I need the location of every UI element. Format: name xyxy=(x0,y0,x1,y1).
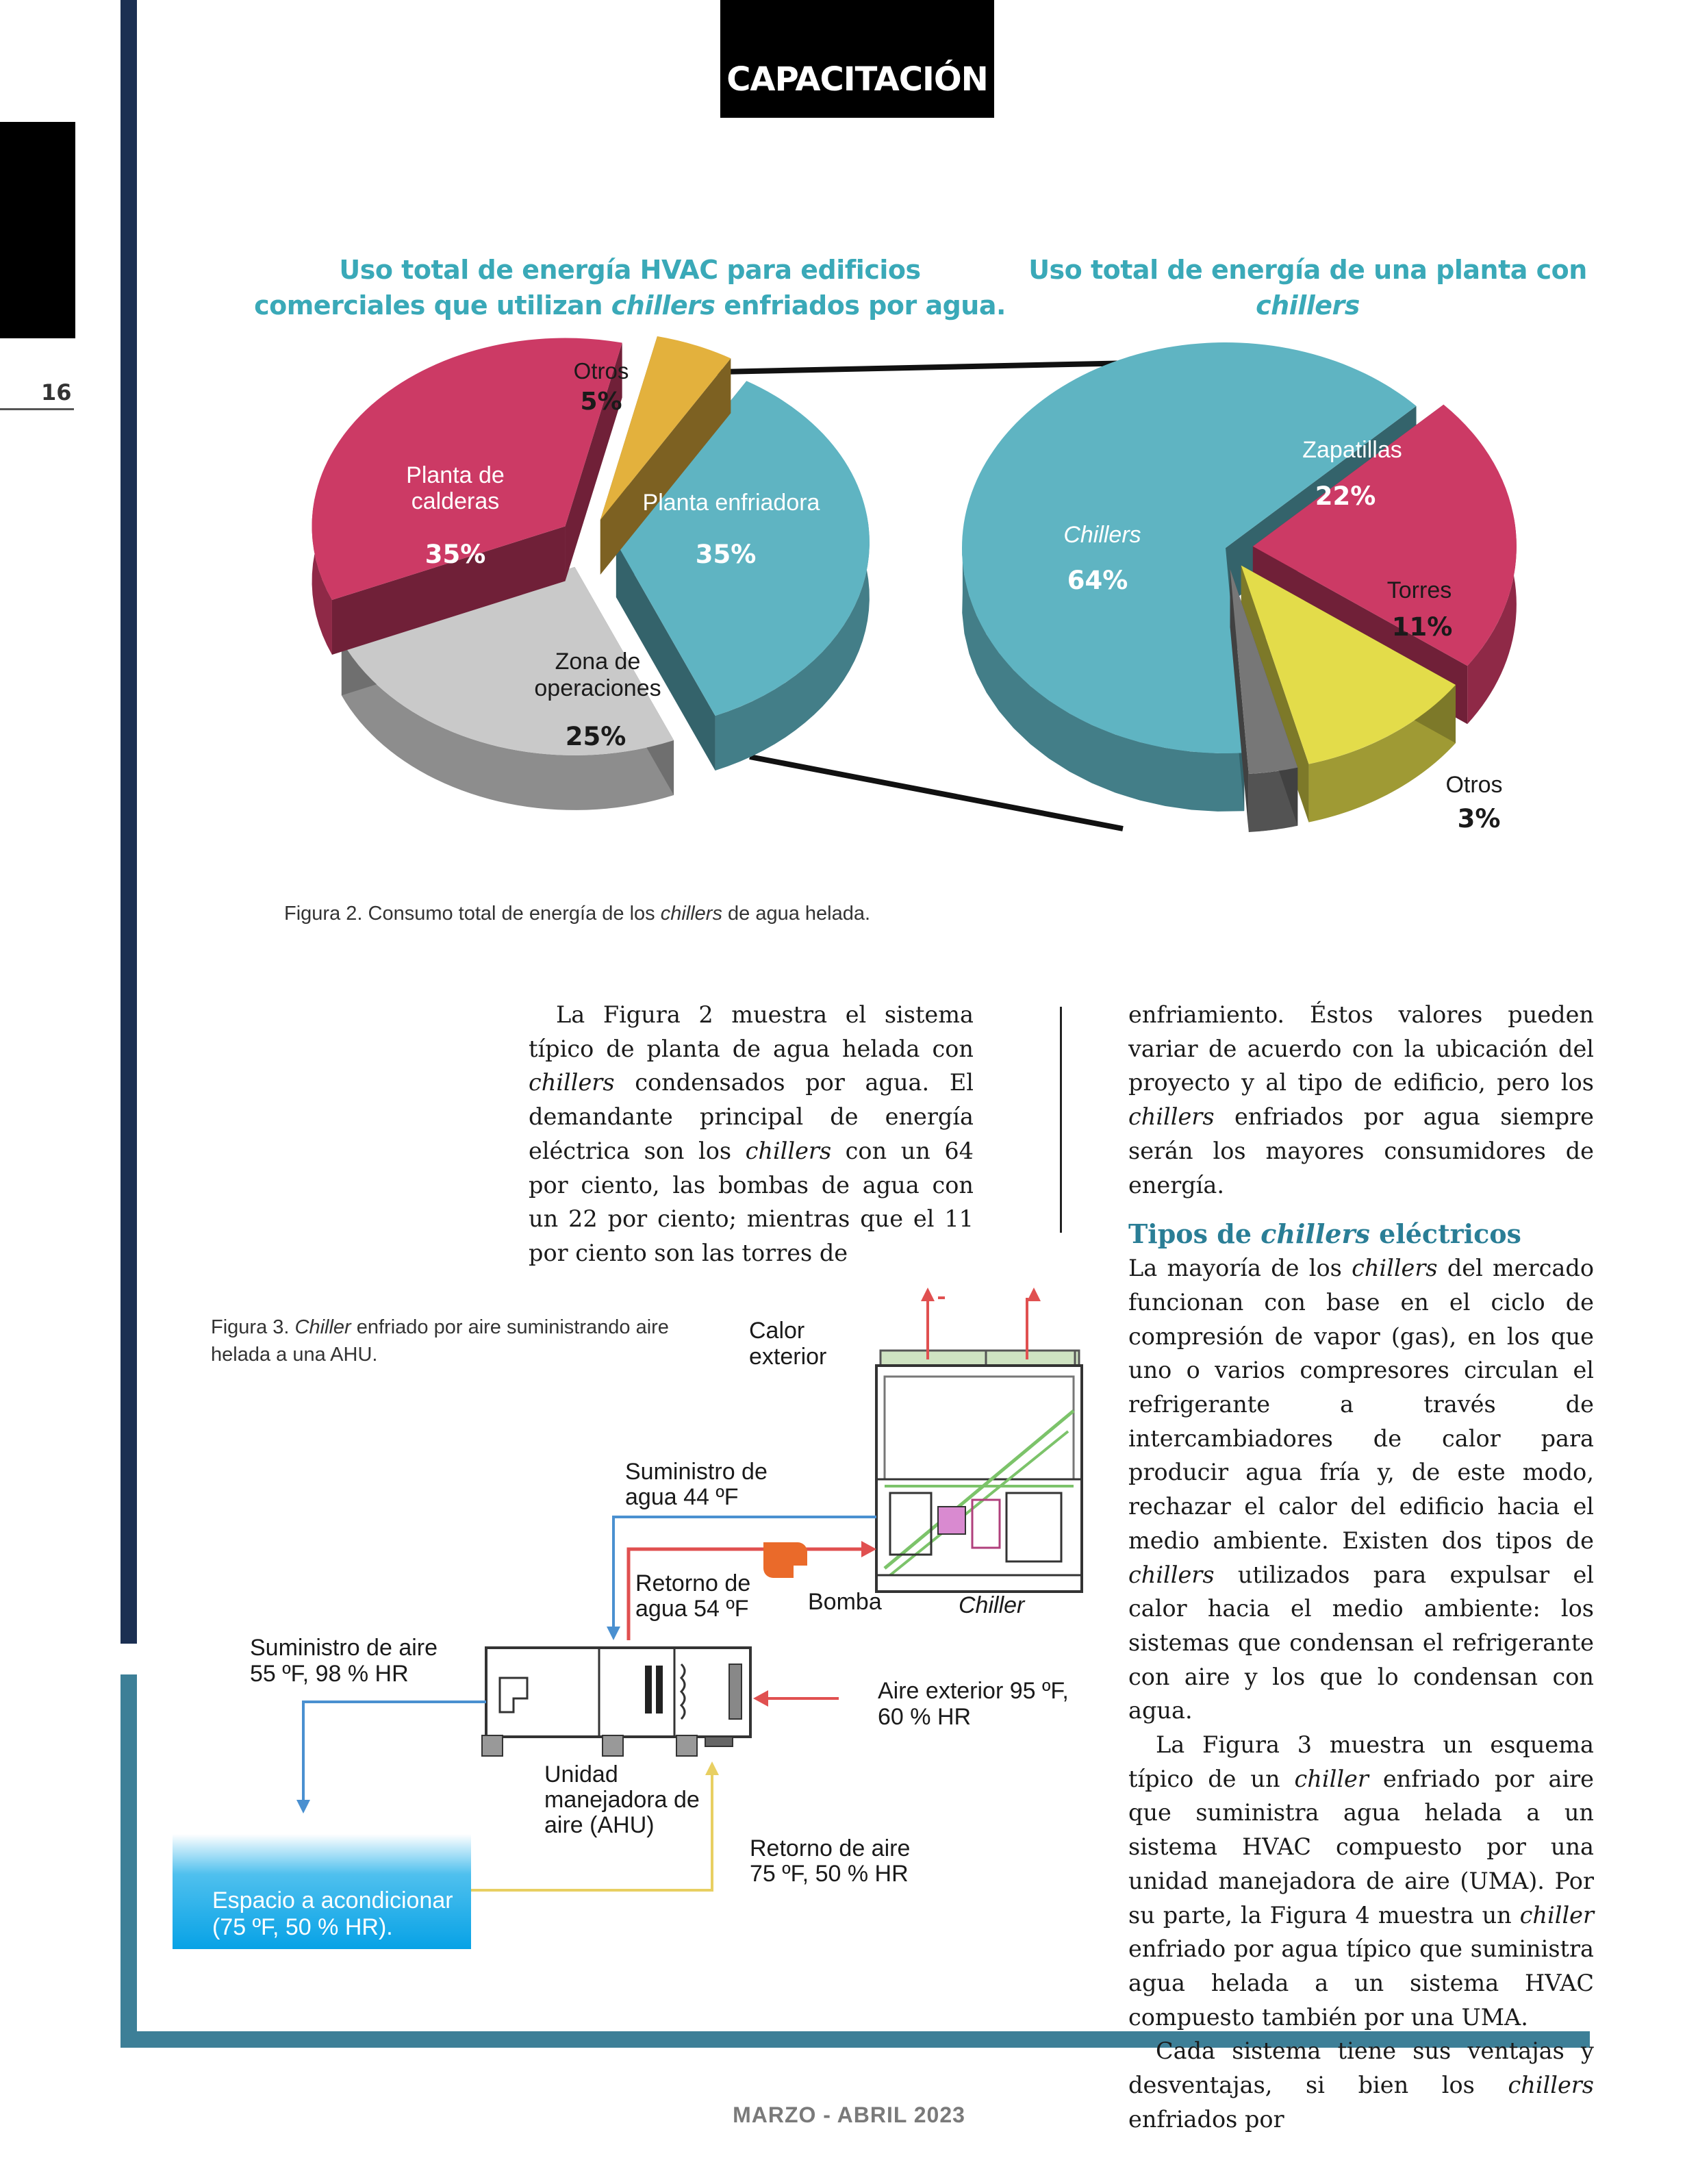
air-handling-unit xyxy=(482,1648,750,1756)
left-label-calderas-pct: 35% xyxy=(424,540,486,569)
paragraph-text: con un 64 por ciento, las bombas de agua con un 22 por ciento; mientras que el 11 por ciento son las torres de xyxy=(529,1137,974,1266)
left-title-emphasis: chillers xyxy=(611,290,715,321)
left-label-otros: Otros xyxy=(573,358,629,384)
figure3-caption-text-a: Figura 3. xyxy=(211,1316,295,1338)
outside-air-arrowhead xyxy=(753,1690,768,1707)
paragraph-emphasis: chillers xyxy=(1128,1103,1215,1131)
left-label-calderas-1: Planta de xyxy=(406,462,505,488)
paragraph-text: enfriado por aire que suministra agua helada a un sistema HVAC compuesto por una unidad manejadora de aire (UMA). Por su parte, la Figura 4 muestra un xyxy=(1128,1765,1594,1929)
right-label-torres-pct: 11% xyxy=(1391,612,1453,642)
figure2-caption-emphasis: chillers xyxy=(660,903,722,925)
left-label-otros-pct: 5% xyxy=(580,388,622,416)
section-subheading xyxy=(1128,1217,1594,1251)
paragraph-emphasis: chiller xyxy=(1294,1765,1369,1792)
figure3-caption-text-b: enfriado por aire suministrando aire xyxy=(351,1316,669,1338)
figure3-caption-emphasis: Chiller xyxy=(294,1316,351,1338)
paragraph-text: del mercado funcionan con base en el ciclo de compresión de vapor (gas), en los que uno o varios compresores circulan el refrigerante a través de intercambiadores de calor para producir agua fría y, de este modo, rechazar el calor del edificio hacia el medio ambiente. Existen dos tipos de xyxy=(1128,1255,1594,1554)
subheading-text-b: eléctricos xyxy=(1369,1218,1521,1250)
footer-date: MARZO - ABRIL 2023 xyxy=(733,2103,965,2127)
paragraph-text: La Figura 2 muestra el sistema típico de planta de agua helada con xyxy=(529,1001,974,1062)
left-label-zona-pct: 25% xyxy=(565,722,626,751)
paragraph-emphasis: chillers xyxy=(1128,1561,1215,1588)
paragraph-text: enfriados por xyxy=(1128,2105,1284,2133)
right-title-emphasis: chillers xyxy=(1256,290,1360,321)
pump-icon xyxy=(763,1542,807,1578)
ahu-cabinet xyxy=(486,1648,750,1737)
supply-air-arrowhead xyxy=(296,1800,310,1813)
chiller-evaporator xyxy=(938,1507,965,1534)
right-label-otros: Otros xyxy=(1445,772,1503,798)
label-chiller: Chiller xyxy=(959,1592,1025,1618)
left-label-enfriadora-pct: 35% xyxy=(695,540,757,569)
label-retorno-agua-2: agua 54 ºF xyxy=(635,1596,749,1622)
subheading-emphasis: chillers xyxy=(1260,1218,1370,1250)
right-label-otros-pct: 3% xyxy=(1457,804,1501,833)
label-espacio-2: (75 ºF, 50 % HR). xyxy=(212,1914,393,1940)
right-label-zapatillas-pct: 22% xyxy=(1315,481,1376,511)
left-title-text-b: enfriados por agua. xyxy=(715,290,1006,321)
article-paragraph xyxy=(1128,998,1594,1202)
ahu-coil xyxy=(645,1666,652,1714)
paragraph-emphasis: chillers xyxy=(529,1069,615,1096)
label-uma-1: Unidad xyxy=(544,1761,618,1787)
figure3-caption-line2: helada a una AHU. xyxy=(211,1344,378,1366)
paragraph-text: La Figura 3 muestra un esquema típico de un xyxy=(1128,1731,1594,1792)
ahu-coil xyxy=(656,1666,663,1714)
ahu-drain xyxy=(705,1737,733,1746)
right-title-text: Uso total de energía de una planta con xyxy=(1028,255,1587,285)
paragraph-text: Cada sistema tiene sus ventajas y desventajas, si bien los xyxy=(1128,2037,1594,2099)
water-return-arrowhead xyxy=(861,1541,876,1557)
paragraph-text: enfriados por agua siempre serán los mayores consumidores de energía. xyxy=(1128,1103,1594,1198)
label-calor-1: Calor xyxy=(749,1318,805,1344)
article-paragraph xyxy=(529,998,974,1270)
heat-exhaust-arrowhead xyxy=(1027,1288,1041,1301)
return-air-arrowhead xyxy=(705,1761,719,1775)
paragraph-emphasis: chillers xyxy=(1508,2072,1594,2099)
ahu-foot xyxy=(482,1735,503,1756)
label-calor-2: exterior xyxy=(749,1344,827,1370)
label-aire-exterior-1: Aire exterior 95 ºF, xyxy=(878,1678,1069,1704)
label-retorno-aire-2: 75 ºF, 50 % HR xyxy=(750,1861,909,1887)
paragraph-emphasis: chillers xyxy=(745,1137,832,1164)
right-label-chillers: Chillers xyxy=(1063,522,1141,548)
right-label-torres: Torres xyxy=(1386,577,1452,603)
label-uma-3: aire (AHU) xyxy=(544,1812,655,1838)
label-aire-exterior-2: 60 % HR xyxy=(878,1704,972,1730)
label-suministro-agua-1: Suministro de xyxy=(625,1459,768,1485)
left-chart-title-line1: Uso total de energía HVAC para edificios xyxy=(339,255,921,285)
figure2-caption-text-b: s xyxy=(645,903,661,925)
figure2-caption-text-c: de agua helada. xyxy=(722,903,871,925)
figure2-pie-charts xyxy=(0,0,1698,931)
paragraph-emphasis: chiller xyxy=(1519,1901,1594,1929)
paragraph-text: condensados por agua. El demandante principal de energía eléctrica son los xyxy=(529,1069,974,1164)
label-retorno-aire-1: Retorno de aire xyxy=(750,1835,911,1861)
column-divider xyxy=(1060,1007,1062,1233)
paragraph-emphasis: chillers xyxy=(1352,1255,1438,1282)
section-header: CAPACITACIÓN xyxy=(720,0,994,118)
left-label-enfriadora: Planta enfriadora xyxy=(642,490,820,516)
supply-air-line xyxy=(303,1702,486,1801)
figure3-diagram xyxy=(0,1267,1698,2034)
paragraph-text: La mayoría de los xyxy=(1128,1255,1352,1282)
paragraph-text: utilizados para expulsar el calor hacia el medio ambiente: los sistemas que condensan el refrigerante con aire y los que lo condensan con agua. xyxy=(1128,1561,1594,1724)
left-label-zona-1: Zona de xyxy=(555,649,641,675)
chiller-unit xyxy=(876,1351,1082,1592)
label-suministro-aire-1: Suministro de aire xyxy=(250,1635,438,1661)
label-uma-2: manejadora de xyxy=(544,1787,700,1813)
water-supply-arrowhead xyxy=(607,1627,620,1640)
figure2-caption xyxy=(284,903,870,925)
label-suministro-agua-2: agua 44 ºF xyxy=(625,1484,739,1510)
label-retorno-agua-1: Retorno de xyxy=(635,1570,751,1596)
ahu-foot xyxy=(676,1735,697,1756)
article-column-1 xyxy=(529,998,974,1270)
ahu-filter xyxy=(729,1664,742,1719)
figure2-caption-text-a: Figura 2. Consumo total de energía de lo xyxy=(284,903,646,925)
ahu-foot xyxy=(603,1735,623,1756)
label-espacio-1: Espacio a acondicionar xyxy=(212,1887,453,1913)
left-label-zona-2: operaciones xyxy=(534,675,661,701)
right-label-chillers-pct: 64% xyxy=(1067,566,1128,595)
left-label-calderas-2: calderas xyxy=(411,488,500,514)
paragraph-text: enfriamiento. Éstos valores pueden variar de acuerdo con la ubicación del proyecto y al tipo de edificio, pero los xyxy=(1128,1001,1594,1096)
right-label-zapatillas: Zapatillas xyxy=(1302,437,1402,463)
subheading-text-a: Tipos de xyxy=(1128,1218,1261,1250)
heat-exhaust-arrowhead xyxy=(921,1288,935,1301)
paragraph-text: enfriado por agua típico que suministra agua helada a un sistema HVAC compuesto también por una UMA. xyxy=(1128,1935,1594,2031)
label-bomba: Bomba xyxy=(808,1589,882,1615)
page-number: 16 xyxy=(41,379,72,405)
label-suministro-aire-2: 55 ºF, 98 % HR xyxy=(250,1661,409,1687)
left-title-text-a: comerciales que utilizan xyxy=(254,290,611,321)
